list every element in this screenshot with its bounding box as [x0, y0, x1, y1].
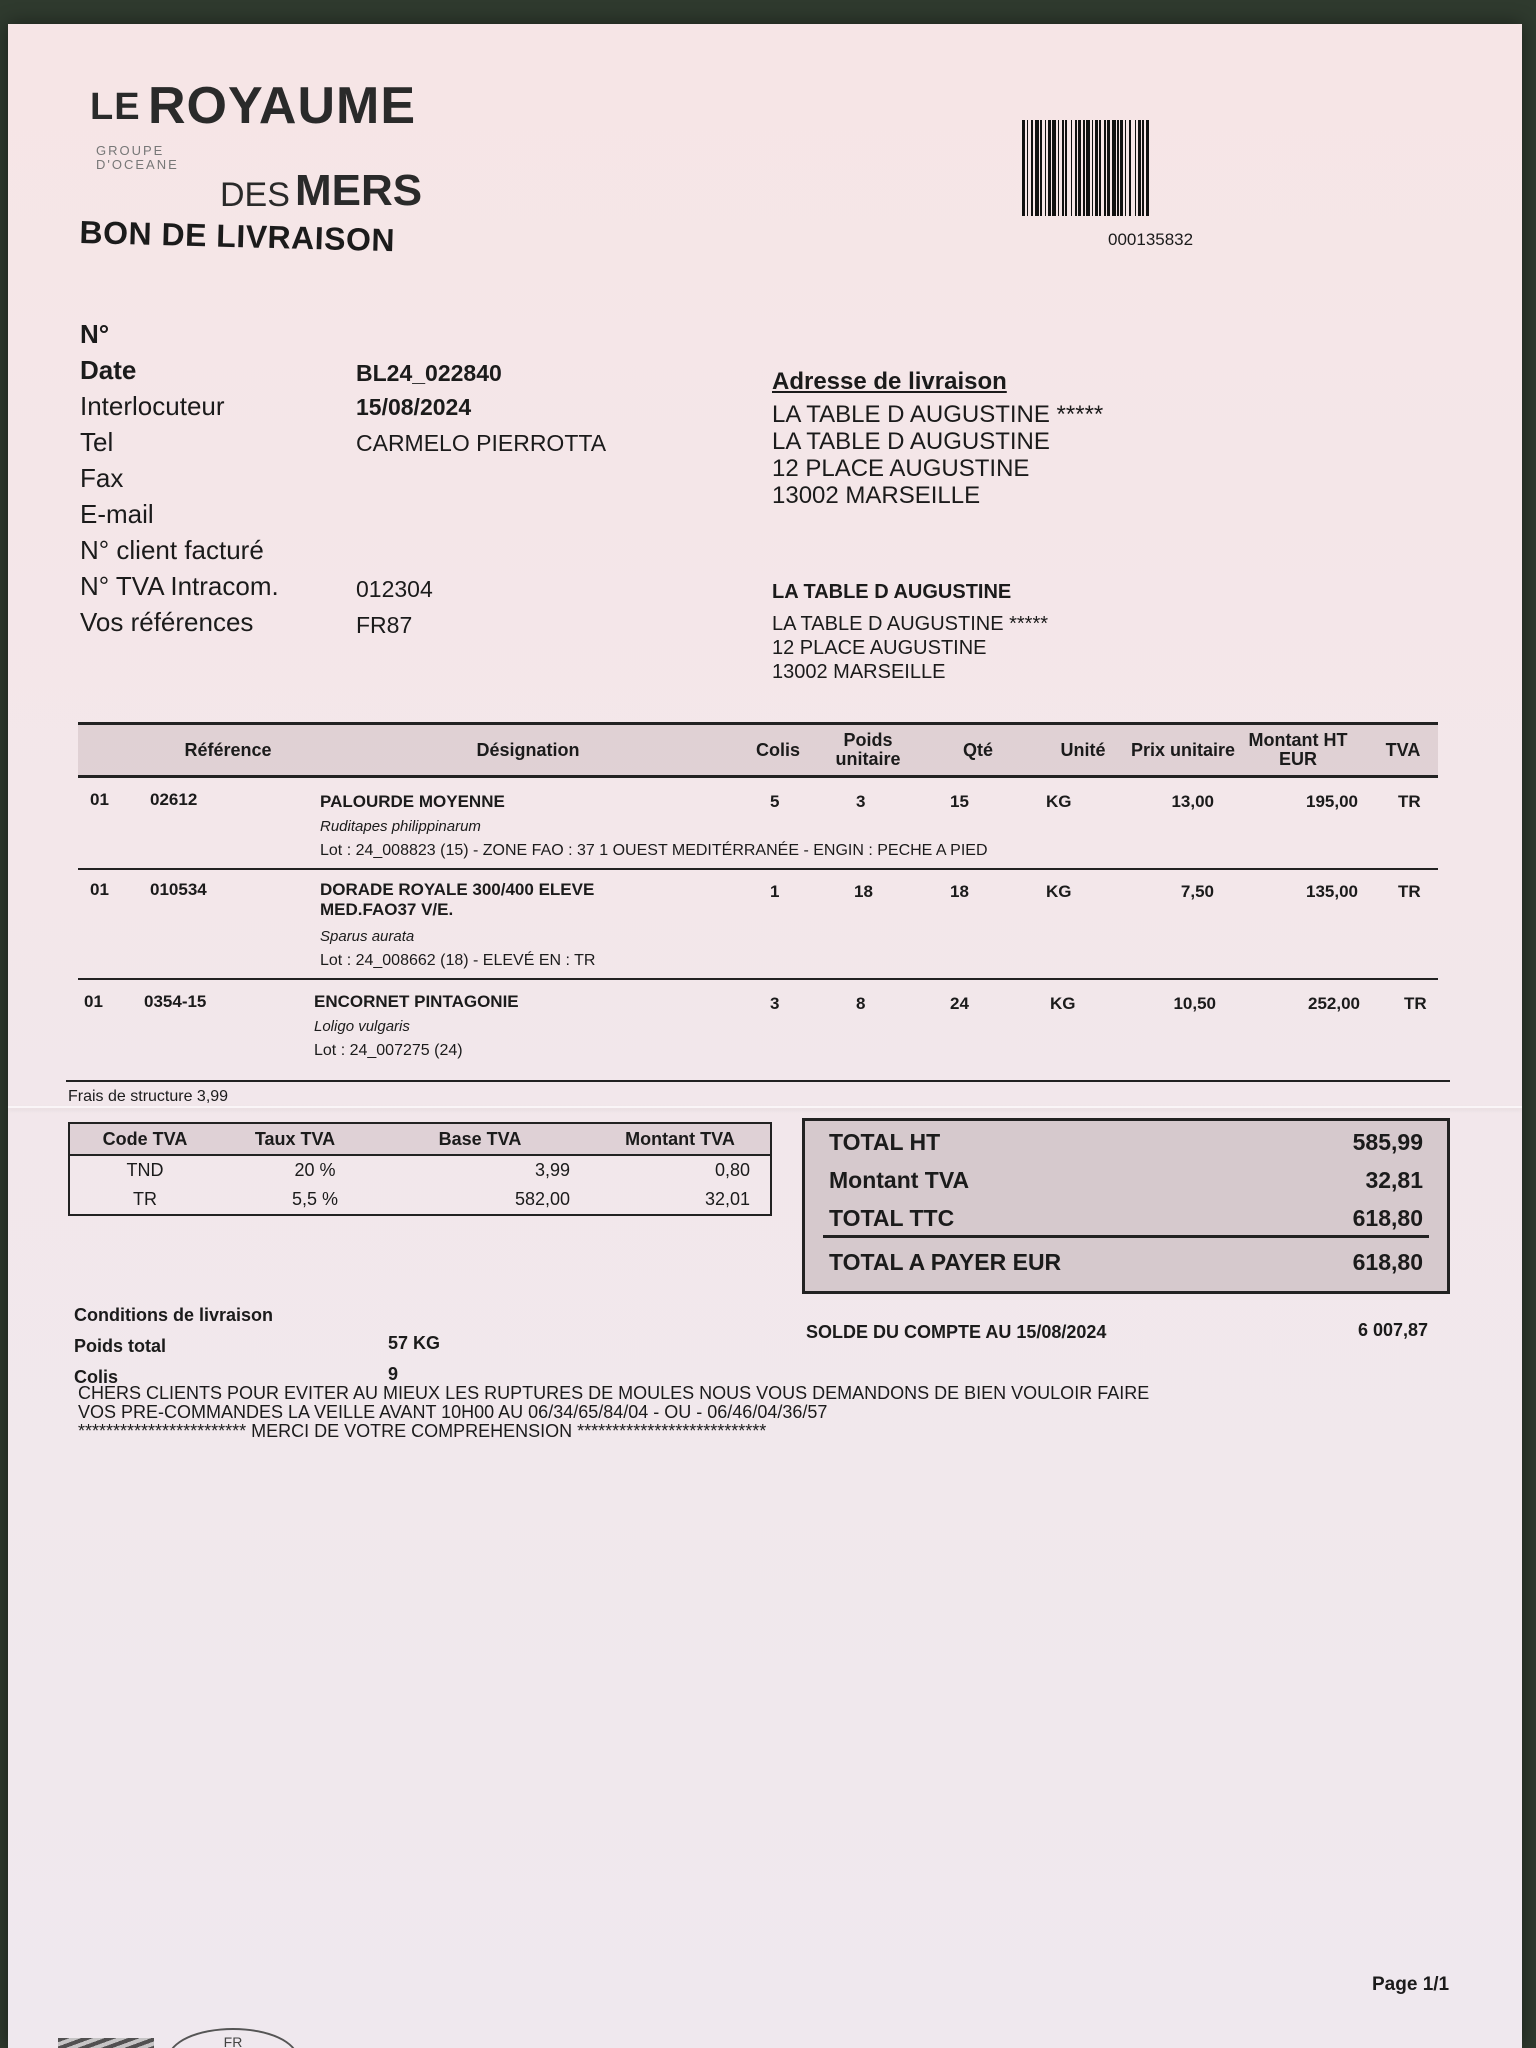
notice-line: VOS PRE-COMMANDES LA VEILLE AVANT 10H00 AU 06/34/65/84/04 - OU - 06/46/04/36/57 — [78, 1402, 828, 1422]
frais-structure: Frais de structure 3,99 — [68, 1088, 229, 1105]
label-tva: N° TVA Intracom. — [80, 571, 279, 601]
label-client: N° client facturé — [80, 535, 264, 565]
logo-le: LE — [90, 86, 141, 128]
row-unite: KG — [1046, 792, 1072, 811]
total-pay-row — [829, 1249, 1423, 1276]
header-prix: Prix unitaire — [1130, 739, 1236, 760]
header-montant: Montant HT EUR — [1248, 730, 1348, 769]
table-row — [78, 870, 1438, 980]
header-colis: Colis — [755, 739, 800, 760]
value-interlocuteur: CARMELO PIERROTTA — [356, 430, 607, 456]
tva-header-taux: Taux TVA — [254, 1128, 336, 1149]
row-montant: 195,00 — [1306, 792, 1358, 811]
row-n: 01 — [90, 790, 109, 809]
row-qte: 24 — [950, 994, 969, 1013]
delivery-line: LA TABLE D AUGUSTINE — [772, 428, 1050, 455]
row-qte: 15 — [950, 792, 969, 811]
row-poids: 3 — [856, 792, 866, 811]
delivery-line: LA TABLE D AUGUSTINE ***** — [772, 401, 1104, 428]
row-colis: 1 — [770, 882, 780, 901]
solde-label: SOLDE DU COMPTE AU 15/08/2024 — [806, 1322, 1107, 1342]
poids-total-label: Poids total — [74, 1336, 167, 1356]
tva-base: 582,00 — [514, 1189, 570, 1209]
header-designation: Désignation — [476, 739, 580, 760]
row-poids: 8 — [856, 994, 866, 1013]
tva-summary-table — [68, 1122, 772, 1216]
totals-box — [802, 1118, 1450, 1294]
row-tva: TR — [1404, 994, 1427, 1013]
notice-line: CHERS CLIENTS POUR EVITER AU MIEUX LES RUPTURES DE MOULES NOUS VOUS DEMANDONS DE BIEN VOULOIR FAIRE — [78, 1383, 1150, 1403]
row-poids: 18 — [854, 882, 873, 901]
total-ht-label: TOTAL HT — [829, 1129, 941, 1155]
header-poids: Poids unitaire — [835, 730, 901, 769]
billing-line: 12 PLACE AUGUSTINE — [772, 637, 987, 659]
montant-tva-row — [829, 1167, 1423, 1194]
tva-taux: 20 % — [294, 1160, 336, 1180]
label-date: Date — [80, 355, 137, 385]
table-header — [78, 722, 1438, 778]
poids-total-value: 57 KG — [388, 1333, 441, 1353]
label-email: E-mail — [80, 499, 154, 529]
value-numero: BL24_022840 — [356, 360, 502, 386]
table-bottom-rule — [66, 1080, 1450, 1082]
billing-heading: LA TABLE D AUGUSTINE — [772, 581, 1012, 603]
value-date: 15/08/2024 — [356, 394, 472, 420]
billing-line: LA TABLE D AUGUSTINE ***** — [772, 613, 1049, 635]
row-prix: 7,50 — [1180, 882, 1214, 901]
company-logo — [90, 66, 450, 226]
tva-header-row — [70, 1124, 770, 1156]
conditions-values — [388, 1328, 440, 1390]
tva-taux: 5,5 % — [291, 1189, 339, 1209]
footer-logo — [58, 2038, 154, 2048]
row-montant: 135,00 — [1306, 882, 1358, 901]
table-row — [78, 980, 1438, 1066]
delivery-address — [772, 368, 1103, 509]
barcode-number: 000135832 — [1108, 230, 1194, 249]
montant-tva-value: 32,81 — [1365, 1167, 1423, 1193]
label-fax: Fax — [80, 463, 124, 493]
label-numero: N° — [80, 319, 110, 349]
total-pay-value: 618,80 — [1352, 1249, 1423, 1275]
row-ref: 0354-15 — [144, 992, 207, 1011]
total-ttc-value: 618,80 — [1352, 1205, 1423, 1231]
total-ht-row — [829, 1129, 1423, 1156]
tva-code: TND — [126, 1160, 164, 1180]
row-colis: 3 — [770, 994, 780, 1013]
logo-mers: MERS — [295, 166, 423, 215]
barcode — [1022, 120, 1318, 216]
row-tva: TR — [1398, 882, 1421, 901]
row-tva: TR — [1398, 792, 1421, 811]
logo-des: DES — [220, 176, 290, 214]
logo-groupe: GROUPE D'OCEANE — [96, 143, 179, 172]
delivery-conditions — [74, 1300, 273, 1393]
row-designation-2: MED.FAO37 V/E. — [320, 900, 454, 919]
total-pay-label: TOTAL A PAYER EUR — [829, 1249, 1062, 1275]
billing-address — [772, 580, 1048, 684]
row-prix: 13,00 — [1171, 792, 1214, 811]
table-row — [78, 778, 1438, 870]
billing-line: 13002 MARSEILLE — [772, 661, 946, 683]
colis-value: 9 — [388, 1364, 399, 1384]
label-tel: Tel — [80, 427, 114, 457]
tva-montant: 0,80 — [714, 1160, 750, 1180]
header-labels — [80, 316, 279, 640]
header-unite: Unité — [1060, 739, 1106, 760]
row-n: 01 — [90, 880, 109, 899]
total-ht-value: 585,99 — [1352, 1129, 1423, 1155]
solde-value: 6 007,87 — [1358, 1320, 1429, 1340]
notice-line: ************************ MERCI DE VOTRE COMPREHENSION *************************** — [78, 1421, 767, 1441]
label-interlocuteur: Interlocuteur — [80, 391, 225, 421]
conditions-heading: Conditions de livraison — [74, 1305, 274, 1325]
row-ref: 010534 — [150, 880, 207, 899]
row-prix: 10,50 — [1173, 994, 1216, 1013]
row-colis: 5 — [770, 792, 780, 811]
tva-header-code: Code TVA — [102, 1128, 188, 1149]
row-qte: 18 — [950, 882, 969, 901]
row-lot: Lot : 24_008662 (18) - ELEVÉ EN : TR — [320, 952, 596, 969]
delivery-line: 12 PLACE AUGUSTINE — [772, 455, 1030, 482]
totals-separator — [823, 1235, 1429, 1238]
customer-notice — [78, 1384, 1418, 1441]
tva-header-base: Base TVA — [438, 1128, 522, 1149]
tva-montant: 32,01 — [704, 1189, 750, 1209]
barcode-bar — [1149, 120, 1150, 216]
total-ttc-row — [829, 1205, 1423, 1232]
label-refs: Vos références — [80, 607, 254, 637]
header-qte: Qté — [962, 739, 993, 760]
tva-base: 3,99 — [534, 1160, 570, 1180]
row-lot: Lot : 24_008823 (15) - ZONE FAO : 37 1 OUEST MEDITÉRRANÉE - ENGIN : PECHE A PIED — [320, 842, 988, 859]
row-latin: Ruditapes philippinarum — [320, 818, 481, 835]
montant-tva-label: Montant TVA — [829, 1167, 970, 1193]
document-title: BON DE LIVRAISON — [79, 214, 396, 259]
value-client: 012304 — [356, 576, 433, 602]
row-designation: ENCORNET PINTAGONIE — [314, 992, 519, 1011]
row-unite: KG — [1050, 994, 1076, 1013]
header-ref: Référence — [184, 739, 272, 760]
colis-label: Colis — [74, 1367, 119, 1387]
row-ref: 02612 — [150, 790, 198, 809]
row-latin: Sparus aurata — [320, 928, 415, 945]
tva-code: TR — [133, 1189, 157, 1209]
delivery-heading: Adresse de livraison — [772, 368, 1007, 395]
tva-row — [70, 1156, 770, 1185]
row-designation: DORADE ROYALE 300/400 ELEVE — [320, 880, 595, 899]
tva-row — [70, 1185, 770, 1214]
delivery-line: 13002 MARSEILLE — [772, 482, 981, 509]
row-unite: KG — [1046, 882, 1072, 901]
page-number: Page 1/1 — [1372, 1974, 1450, 1995]
row-latin: Loligo vulgaris — [314, 1018, 410, 1035]
logo-royaume: ROYAUME — [148, 77, 417, 135]
total-ttc-label: TOTAL TTC — [829, 1205, 955, 1231]
items-table — [78, 722, 1438, 1066]
row-montant: 252,00 — [1308, 994, 1360, 1013]
row-n: 01 — [84, 992, 103, 1011]
tva-header-montant: Montant TVA — [625, 1128, 735, 1149]
header-tva: TVA — [1385, 739, 1421, 760]
health-stamp: FR — [168, 2028, 298, 2048]
paper-fold — [8, 1106, 1522, 1108]
value-tva: FR87 — [356, 612, 413, 638]
delivery-note-sheet — [8, 24, 1522, 2048]
row-lot: Lot : 24_007275 (24) — [314, 1042, 463, 1059]
row-designation: PALOURDE MOYENNE — [320, 792, 505, 811]
